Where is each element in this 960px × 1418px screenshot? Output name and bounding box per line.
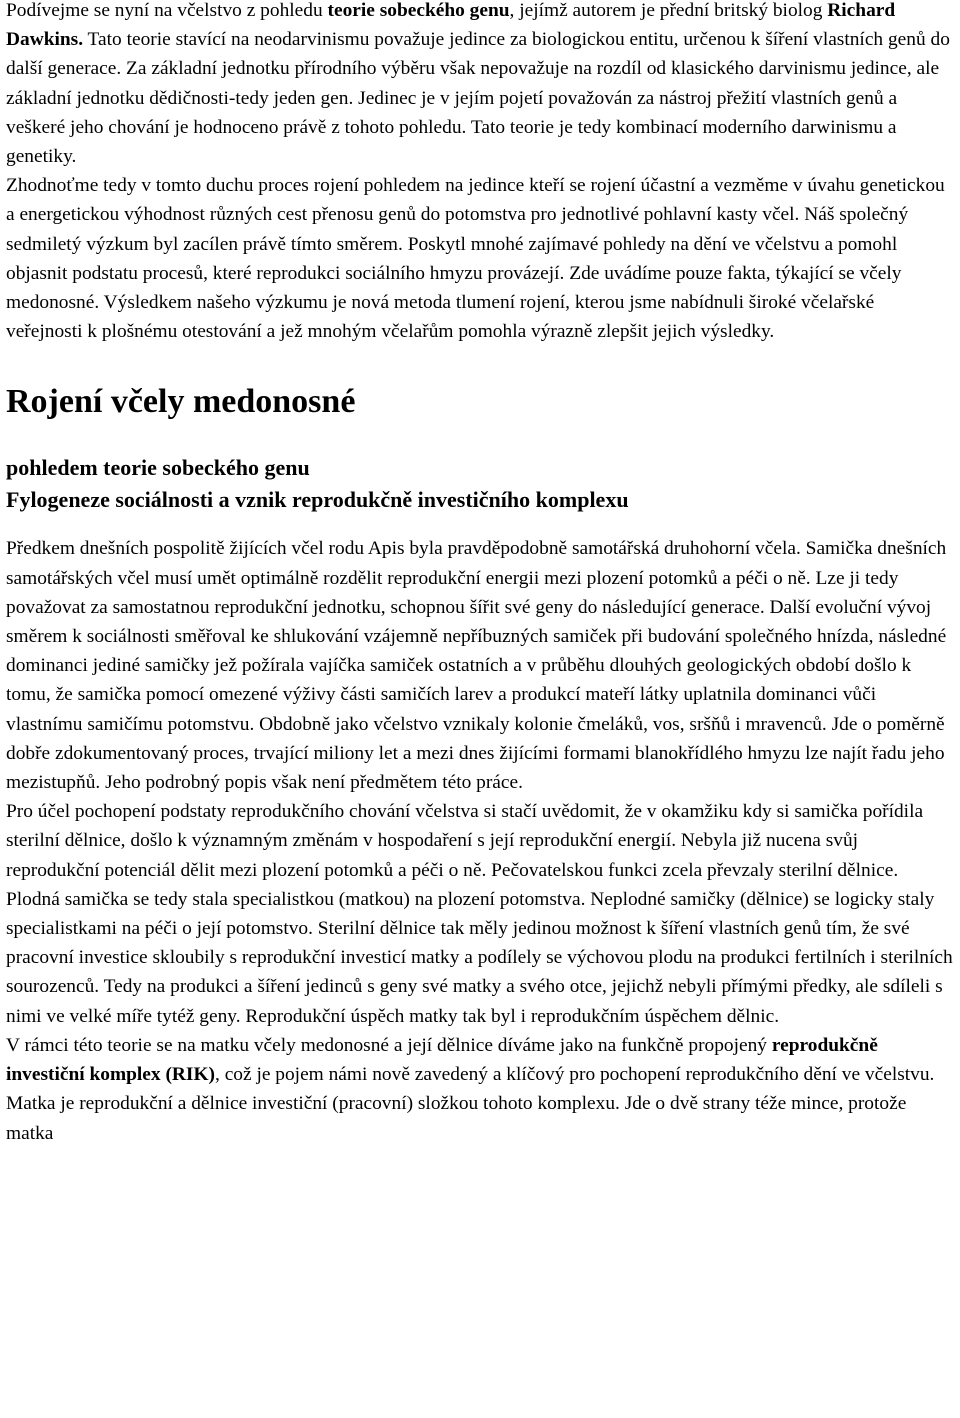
intro-text-end: Tato teorie stavící na neodarvinismu považuje jedince za biologickou entitu, určenou k šíření vlastních genů do další generace. Za základní jednotku přírodního výběru však nepovažuje na rozdíl od klasického darvinismu jedince, ale základní jednotku dědičnosti-tedy jeden gen. Jedinec je v jejím pojetí považován za nástroj přežití vlastních genů a veškeré jeho chování je hodnoceno právě z tohoto pohledu. Tato teorie je tedy kombinací moderního darwinismu a genetiky. [6, 29, 950, 168]
subsection-heading: Fylogeneze sociálnosti a vznik reprodukčně investičního komplexu [6, 487, 629, 513]
intro-paragraph-research: Zhodnoťme tedy v tomto duchu proces rojení pohledem na jedince kteří se rojení účastní a vezměme v úvahu genetickou a energetickou výhodnost různých cest přenosu genů do potomstva pro jednotlivé pohlavní kasty včel. Náš společný sedmiletý výzkum byl zacílen právě tímto směrem. Poskytl mnohé zajímavé pohledy na dění ve včelstvu a pomohl objasnit podstatu procesů, které reprodukci sociálního hmyzu provázejí. Zde uvádíme pouze fakta, týkající se včely medonosné. Výsledkem našeho výzkumu je nová metoda tlumení rojení, kterou jsme nabídnuli široké včelařské veřejnosti k plošnému otestování a jež mnohým včelařům pomohla výrazně zlepšit jejich výsledky. [6, 175, 945, 343]
intro-text-middle: , jejímž autorem je přední britský biolog [509, 0, 828, 21]
intro-text-start: Podívejme se nyní na včelstvo z pohledu [6, 0, 328, 21]
body-paragraph-phylogeny: Předkem dnešních pospolitě žijících včel rodu Apis byla pravděpodobně samotářská druhohorní včela. Samička dnešních samotářských včel musí umět optimálně rozdělit reprodukční energii mezi plození potomků a péči o ně. Lze ji tedy považovat za samostatnou reprodukční jednotku, schopnou šířit své geny do následující generace. Další evoluční vývoj směrem k sociálnosti směřoval ke shlukování vzájemně nepříbuzných samiček při budování společného hnízda, následné dominanci jediné samičky jež požírala vajíčka samiček ostatních a v průběhu dlouhých geologických období došlo k tomu, že samička pomocí omezené výživy části samičích larev a produkcí mateří látky uplatnila dominanci vůči vlastnímu samičímu potomstvu. Obdobně jako včelstvo vznikaly kolonie čmeláků, vos, sršňů i mravenců. Jde o poměrně dobře zdokumentovaný proces, trvající miliony let a mezi dnes žijícími formami blanokřídlého hmyzu lze najít řadu jeho mezistupňů. Jeho podrobný popis však není předmětem této práce. [6, 538, 947, 794]
spacer [6, 346, 954, 382]
spacer [6, 516, 954, 534]
term-rik: reprodukčně investiční komplex (RIK) [6, 1034, 878, 1086]
body-paragraph-reproduction: Pro účel pochopení podstaty reprodukčního chování včelstva si stačí uvědomit, že v okamžiku kdy si samička pořídila sterilní dělnice, došlo k významným změnám v hospodaření s její reprodukční energií. Nebyla již nucena svůj reprodukční potenciál dělit mezi plození potomků a péči o ně. Pečovatelskou funkci zcela převzaly sterilní dělnice. Plodná samička se tedy stala specialistkou (matkou) na plození potomstva. Neplodné samičky (dělnice) se logicky staly specialistkami na péči o její potomstvo. Sterilní dělnice tak měly jedinou možnost k šíření vlastních genů tím, že své pracovní investice skloubily s reprodukční investicí matky a podílely se výchovou plodu na produkci fertilních i sterilních sourozenců. Tedy na produkci a šíření jedinců s geny své matky a svého otce, jejichž nebyli přímými předky, ale sdíleli s nimi ve velké míře tytéž geny. Reprodukční úspěch matky tak byl i reprodukčním úspěchem dělnic. [6, 801, 953, 1027]
rik-text-start: V rámci této teorie se na matku včely medonosné a její dělnice díváme jako na funkčně propojený [6, 1034, 772, 1056]
author-name: Richard Dawkins. [6, 0, 896, 51]
section-subtitle: pohledem teorie sobeckého genu [6, 455, 310, 481]
intro-paragraph-dawkins [6, 0, 954, 171]
body-paragraph-rik [6, 1031, 954, 1148]
section-title: Rojení včely medonosné [6, 383, 356, 421]
rik-text-end: , což je pojem námi nově zavedený a klíčový pro pochopení reprodukčního dění ve včelstvu. Matka je reprodukční a dělnice investiční (pracovní) složkou tohoto komplexu. Jde o dvě strany téže mince, protože matka [6, 1064, 935, 1144]
term-selfish-gene-theory: teorie sobeckého genu [327, 0, 510, 21]
spacer [6, 422, 954, 452]
